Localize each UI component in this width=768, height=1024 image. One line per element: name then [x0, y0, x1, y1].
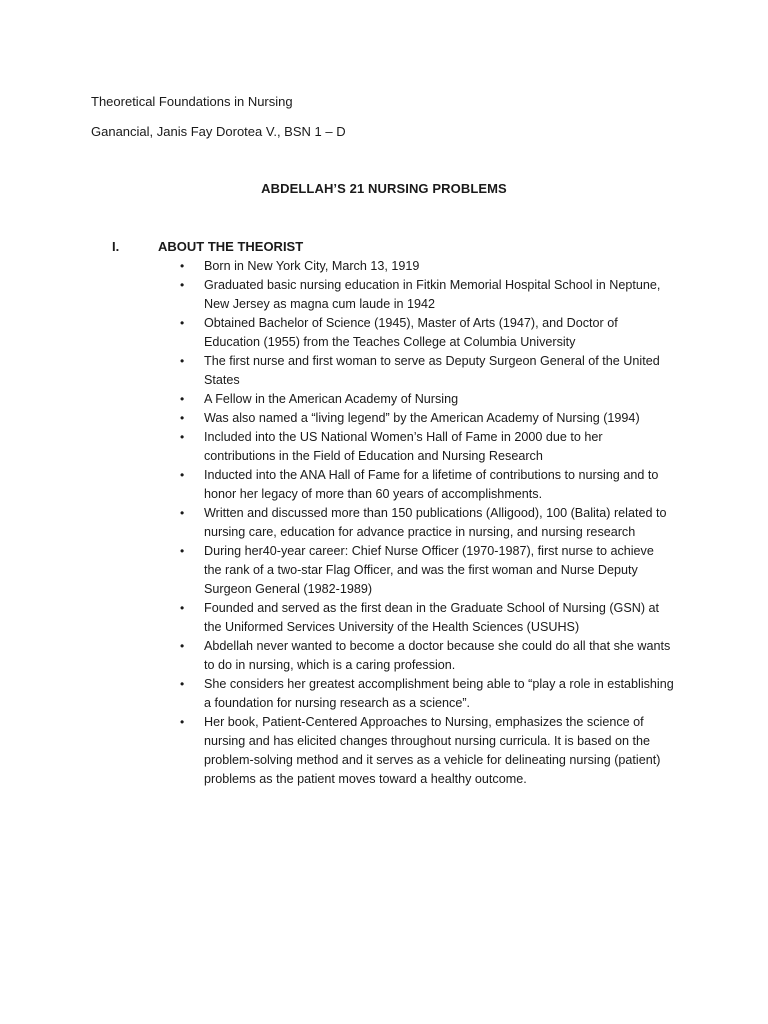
list-item — [112, 713, 674, 789]
bullet-icon: • — [180, 506, 185, 520]
section-title: ABOUT THE THEORIST — [158, 239, 304, 254]
list-item — [112, 504, 674, 542]
bullet-list — [112, 257, 692, 789]
list-item-text: A Fellow in the American Academy of Nursing — [204, 392, 459, 406]
list-item — [112, 314, 674, 352]
section-number: I. — [112, 239, 120, 254]
list-item-text: During her40-year career: Chief Nurse Officer (1970-1987), first nurse to achieve the rank of a two-star Flag Officer, and was the first woman and Nurse Deputy Surgeon General (1982-1989) — [204, 544, 654, 596]
list-item — [112, 675, 674, 713]
section-about-theorist — [112, 238, 692, 789]
bullet-icon: • — [180, 354, 185, 368]
bullet-icon: • — [180, 259, 185, 273]
list-item-text: Was also named a “living legend” by the American Academy of Nursing (1994) — [204, 411, 640, 425]
list-item-text: Obtained Bachelor of Science (1945), Master of Arts (1947), and Doctor of Education (1955) from the Teaches College at Columbia University — [204, 316, 618, 349]
section-heading — [112, 238, 692, 257]
list-item-text: She considers her greatest accomplishment being able to “play a role in establishing a foundation for nursing research as a science”. — [204, 677, 674, 710]
list-item — [112, 466, 674, 504]
list-item-text: Graduated basic nursing education in Fitkin Memorial Hospital School in Neptune, New Jersey as magna cum laude in 1942 — [204, 278, 661, 311]
bullet-icon: • — [180, 411, 185, 425]
list-item-text: Inducted into the ANA Hall of Fame for a lifetime of contributions to nursing and to honor her legacy of more than 60 years of accomplishments. — [204, 468, 659, 501]
list-item-text: Her book, Patient-Centered Approaches to Nursing, emphasizes the science of nursing and has elicited changes throughout nursing curricula. It is based on the problem-solving method and it serves as a vehicle for delineating nursing (patient) problems as the patient moves toward a healthy outcome. — [204, 715, 661, 786]
bullet-icon: • — [180, 601, 185, 615]
bullet-icon: • — [180, 544, 185, 558]
list-item — [112, 542, 674, 599]
bullet-icon: • — [180, 278, 185, 292]
list-item — [112, 352, 674, 390]
list-item — [112, 390, 674, 409]
list-item — [112, 409, 674, 428]
course-name: Theoretical Foundations in Nursing — [91, 94, 293, 109]
bullet-icon: • — [180, 468, 185, 482]
author-line: Ganancial, Janis Fay Dorotea V., BSN 1 – D — [91, 124, 346, 139]
list-item — [112, 276, 674, 314]
bullet-icon: • — [180, 430, 185, 444]
list-item — [112, 257, 674, 276]
list-item — [112, 637, 674, 675]
bullet-icon: • — [180, 677, 185, 691]
list-item-text: Included into the US National Women’s Hall of Fame in 2000 due to her contributions in the Field of Education and Nursing Research — [204, 430, 603, 463]
list-item-text: The first nurse and first woman to serve as Deputy Surgeon General of the United States — [204, 354, 660, 387]
list-item-text: Written and discussed more than 150 publications (Alligood), 100 (Balita) related to nursing care, education for advance practice in nursing, and nursing research — [204, 506, 667, 539]
bullet-icon: • — [180, 639, 185, 653]
bullet-icon: • — [180, 316, 185, 330]
list-item-text: Founded and served as the first dean in the Graduate School of Nursing (GSN) at the Uniformed Services University of the Health Sciences (USUHS) — [204, 601, 660, 634]
bullet-icon: • — [180, 715, 185, 729]
list-item — [112, 599, 674, 637]
list-item-text: Abdellah never wanted to become a doctor because she could do all that she wants to do in nursing, which is a caring profession. — [204, 639, 671, 672]
document-title: ABDELLAH’S 21 NURSING PROBLEMS — [261, 181, 507, 196]
list-item — [112, 428, 674, 466]
list-item-text: Born in New York City, March 13, 1919 — [204, 259, 420, 273]
bullet-icon: • — [180, 392, 185, 406]
